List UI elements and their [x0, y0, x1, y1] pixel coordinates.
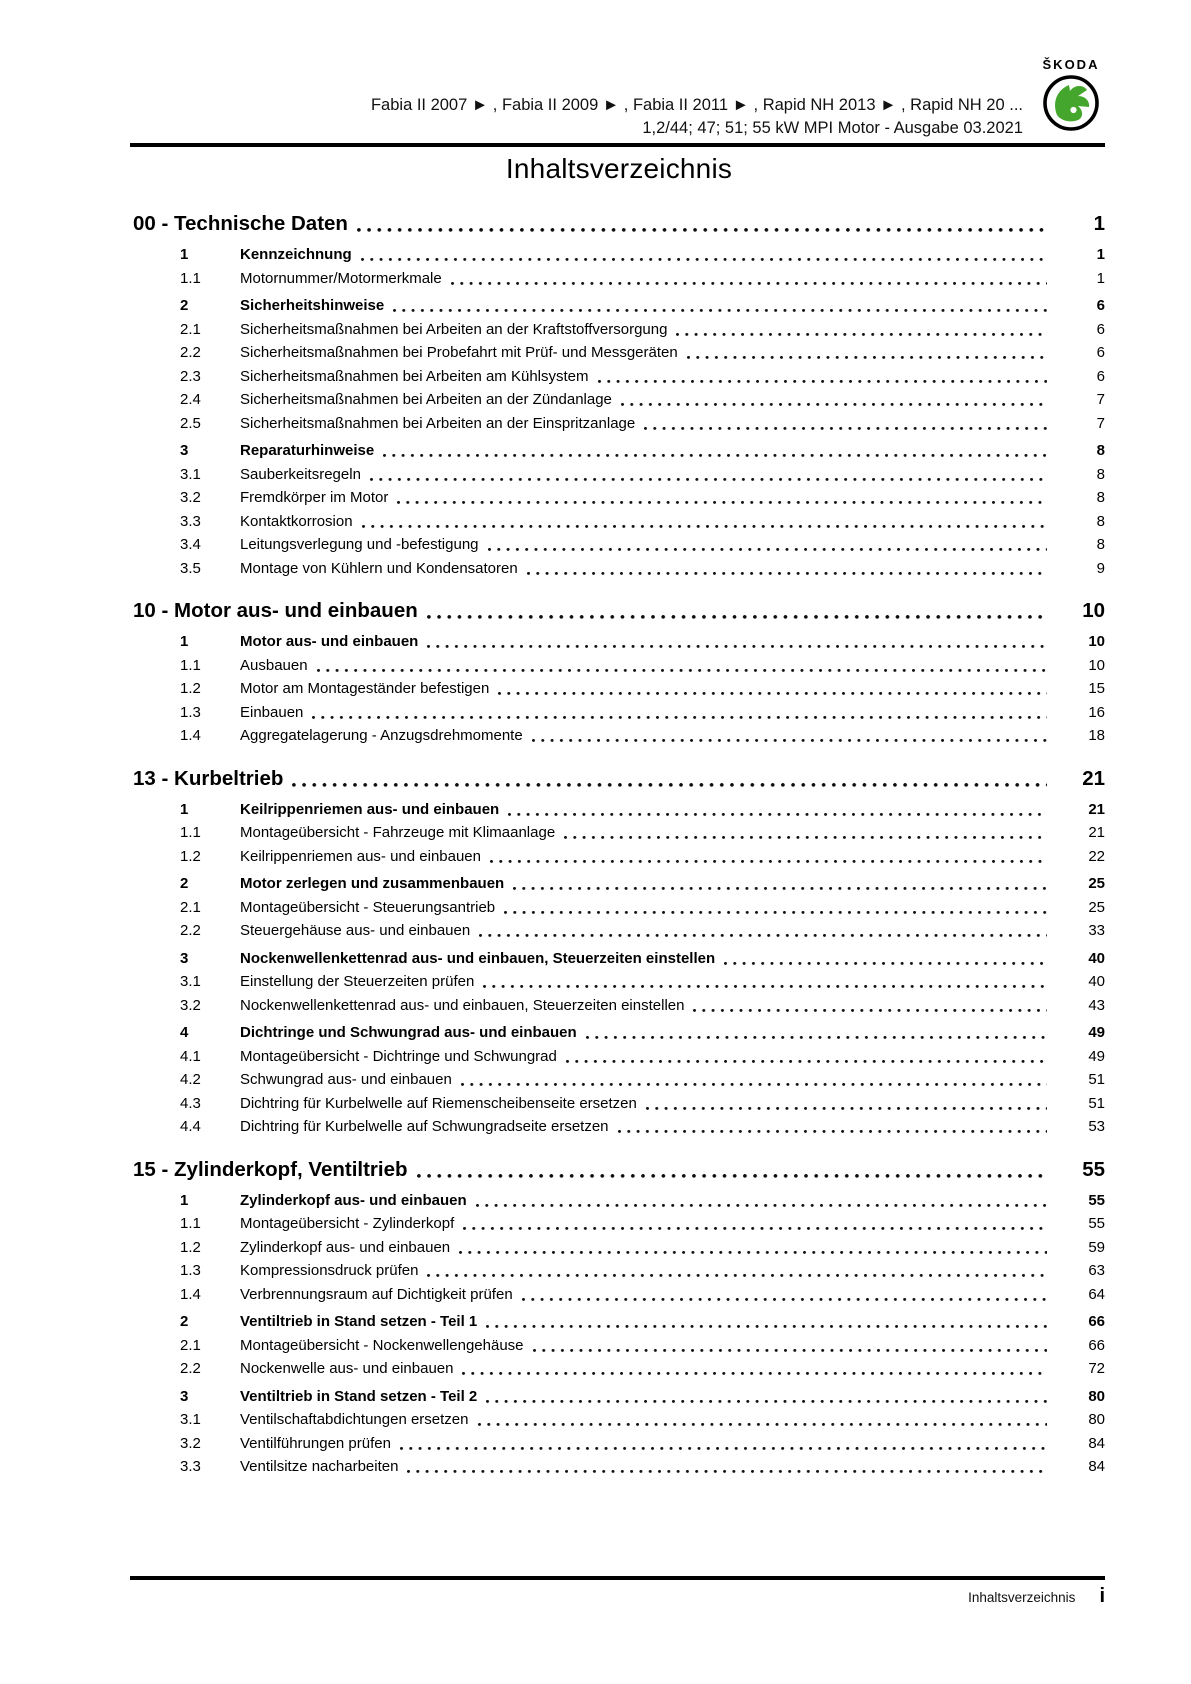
dot-leader: [427, 595, 1047, 626]
entry-page-number: 7: [1096, 414, 1105, 432]
toc-entry-row: [133, 510, 1105, 534]
toc-chapter-row: [133, 1154, 1105, 1185]
toc-entry-row: [133, 294, 1105, 318]
page-header: [133, 94, 1023, 140]
entry-title: Keilrippenriemen aus- und einbauen: [240, 800, 500, 818]
entry-title: Sicherheitsmaßnahmen bei Probefahrt mit Prüf- und Messgeräten: [240, 344, 678, 361]
entry-title: Sauberkeitsregeln: [240, 465, 361, 483]
entry-title: Dichtring für Kurbelwelle auf Riemenscheibenseite ersetzen: [240, 1094, 637, 1112]
entry-page-number: 63: [1088, 1262, 1105, 1279]
entry-title: Nockenwelle aus- und einbauen: [240, 1360, 454, 1377]
dot-leader: [383, 439, 1047, 463]
entry-number: 2.4: [180, 391, 201, 408]
toc-entry-row: [133, 1045, 1105, 1069]
dot-leader: [479, 919, 1047, 943]
dot-leader: [463, 1212, 1047, 1236]
entry-number: 2.3: [180, 367, 201, 385]
entry-page-number: 1: [1096, 246, 1105, 263]
dot-leader: [586, 1021, 1047, 1045]
entry-number: 1.3: [180, 703, 201, 721]
toc-entry-row: [133, 1283, 1105, 1307]
entry-page-number: 66: [1088, 1336, 1105, 1354]
dot-leader: [407, 1455, 1047, 1479]
toc-entry-row: [133, 724, 1105, 748]
toc-chapter-row: [133, 208, 1105, 239]
entry-title: Ventilführungen prüfen: [240, 1434, 391, 1452]
toc-entry-row: [133, 1310, 1105, 1334]
entry-title: Sicherheitsmaßnahmen bei Arbeiten an der Kraftstoffversorgung: [240, 320, 668, 338]
entry-title: Ausbauen: [240, 656, 308, 674]
dot-leader: [417, 1154, 1047, 1185]
entry-number: 1: [180, 1191, 189, 1209]
entry-page-number: 18: [1088, 727, 1105, 744]
entry-title: Kompressionsdruck prüfen: [240, 1262, 419, 1279]
entry-page-number: 8: [1096, 536, 1105, 553]
dot-leader: [676, 318, 1047, 342]
entry-page-number: 10: [1088, 633, 1105, 650]
entry-number: 2.1: [180, 1336, 201, 1354]
toc-entry-row: [133, 1259, 1105, 1283]
entry-page-number: 59: [1088, 1238, 1105, 1256]
dot-leader: [459, 1236, 1047, 1260]
entry-page-number: 49: [1088, 1024, 1105, 1041]
entry-page-number: 25: [1088, 898, 1105, 916]
entry-page-number: 51: [1088, 1094, 1105, 1112]
entry-number: 2.2: [180, 922, 201, 939]
toc-entry-row: [133, 1212, 1105, 1236]
dot-leader: [687, 341, 1047, 365]
dot-leader: [357, 208, 1047, 239]
toc-entry-row: [133, 654, 1105, 678]
toc-entry-row: [133, 533, 1105, 557]
entry-page-number: 6: [1096, 297, 1105, 314]
toc-entry-row: [133, 557, 1105, 581]
dot-leader: [476, 1189, 1047, 1213]
entry-page-number: 64: [1088, 1285, 1105, 1303]
dot-leader: [498, 677, 1047, 701]
entry-title: Reparaturhinweise: [240, 442, 375, 459]
toc-entry-row: [133, 919, 1105, 943]
dot-leader: [513, 872, 1047, 896]
toc-entry-row: [133, 630, 1105, 654]
entry-number: 1: [180, 246, 189, 263]
entry-title: Steuergehäuse aus- und einbauen: [240, 922, 471, 939]
entry-number: 1: [180, 633, 189, 650]
chapter-title: 15 - Zylinderkopf, Ventiltrieb: [133, 1157, 408, 1181]
entry-title: Kennzeichnung: [240, 246, 352, 263]
dot-leader: [566, 1045, 1047, 1069]
entry-number: 1: [180, 800, 189, 818]
toc-section-13: [133, 763, 1105, 1139]
toc-entry-row: [133, 341, 1105, 365]
dot-leader: [317, 654, 1047, 678]
toc-entry-row: [133, 365, 1105, 389]
toc-entry-row: [133, 486, 1105, 510]
entry-page-number: 80: [1088, 1387, 1105, 1405]
entry-page-number: 51: [1088, 1071, 1105, 1088]
dot-leader: [527, 557, 1047, 581]
dot-leader: [532, 724, 1047, 748]
header-models-line: Fabia II 2007 ► , Fabia II 2009 ► , Fabia II 2011 ► , Rapid NH 2013 ► , Rapid NH 20 ...: [370, 96, 1023, 114]
entry-number: 3.2: [180, 489, 201, 506]
toc-entry-row: [133, 1432, 1105, 1456]
toc-entry-row: [133, 872, 1105, 896]
entry-number: 2.5: [180, 414, 201, 432]
entry-title: Kontaktkorrosion: [240, 512, 353, 530]
entry-page-number: 8: [1096, 512, 1105, 530]
entry-title: Dichtring für Kurbelwelle auf Schwungradseite ersetzen: [240, 1118, 609, 1135]
entry-title: Schwungrad aus- und einbauen: [240, 1071, 452, 1088]
toc-entry-row: [133, 463, 1105, 487]
entry-title: Sicherheitsmaßnahmen bei Arbeiten an der Zündanlage: [240, 391, 612, 408]
toc-section-00: [133, 208, 1105, 580]
entry-number: 3.1: [180, 1411, 201, 1428]
entry-title: Ventiltrieb in Stand setzen - Teil 2: [240, 1387, 478, 1405]
entry-title: Leitungsverlegung und -befestigung: [240, 536, 479, 553]
dot-leader: [461, 1068, 1047, 1092]
entry-number: 1.1: [180, 1215, 201, 1232]
dot-leader: [393, 294, 1047, 318]
entry-number: 3.2: [180, 1434, 201, 1452]
entry-page-number: 21: [1088, 824, 1105, 841]
entry-title: Montageübersicht - Fahrzeuge mit Klimaanlage: [240, 824, 556, 841]
dot-leader: [478, 1408, 1048, 1432]
dot-leader: [490, 845, 1047, 869]
entry-page-number: 55: [1088, 1215, 1105, 1232]
toc-entry-row: [133, 1115, 1105, 1139]
entry-page-number: 80: [1088, 1411, 1105, 1428]
dot-leader: [483, 970, 1047, 994]
entry-number: 2: [180, 875, 189, 892]
toc-entry-row: [133, 1455, 1105, 1479]
entry-number: 3: [180, 1387, 189, 1405]
dot-leader: [644, 412, 1047, 436]
toc-entry-row: [133, 821, 1105, 845]
entry-number: 1.3: [180, 1262, 201, 1279]
entry-title: Motornummer/Motormerkmale: [240, 269, 442, 287]
entry-page-number: 49: [1088, 1047, 1105, 1065]
entry-title: Montageübersicht - Dichtringe und Schwungrad: [240, 1047, 557, 1065]
entry-page-number: 40: [1088, 949, 1105, 967]
toc-entry-row: [133, 1236, 1105, 1260]
dot-leader: [427, 630, 1047, 654]
toc-entry-row: [133, 701, 1105, 725]
toc-section-15: [133, 1154, 1105, 1479]
entry-page-number: 25: [1088, 875, 1105, 892]
chapter-page-number: 10: [1082, 599, 1105, 622]
dot-leader: [451, 267, 1047, 291]
entry-title: Einbauen: [240, 703, 304, 721]
chapter-title: 00 - Technische Daten: [133, 212, 348, 235]
dot-leader: [370, 463, 1047, 487]
entry-title: Motor am Montageständer befestigen: [240, 680, 490, 697]
entry-title: Montage von Kühlern und Kondensatoren: [240, 559, 518, 577]
entry-page-number: 84: [1088, 1458, 1105, 1475]
entry-number: 4.3: [180, 1094, 201, 1112]
entry-page-number: 8: [1096, 465, 1105, 483]
entry-page-number: 8: [1096, 489, 1105, 506]
dot-leader: [486, 1310, 1047, 1334]
entry-title: Nockenwellenkettenrad aus- und einbauen, Steuerzeiten einstellen: [240, 996, 685, 1014]
toc-chapter-row: [133, 763, 1105, 794]
entry-page-number: 6: [1096, 367, 1105, 385]
toc-entry-row: [133, 1408, 1105, 1432]
toc-entry-row: [133, 1385, 1105, 1409]
footer-label: Inhaltsverzeichnis: [968, 1590, 1076, 1605]
entry-title: Verbrennungsraum auf Dichtigkeit prüfen: [240, 1285, 513, 1303]
entry-number: 4.2: [180, 1071, 201, 1088]
footer-divider: [130, 1576, 1105, 1580]
chapter-title: 10 - Motor aus- und einbauen: [133, 599, 418, 622]
toc-entry-row: [133, 947, 1105, 971]
toc-entry-row: [133, 1068, 1105, 1092]
entry-page-number: 6: [1096, 344, 1105, 361]
toc-entry-row: [133, 1189, 1105, 1213]
entry-title: Zylinderkopf aus- und einbauen: [240, 1238, 451, 1256]
entry-number: 2: [180, 297, 189, 314]
entry-number: 1.2: [180, 1238, 201, 1256]
skoda-emblem-icon: [1042, 74, 1100, 132]
toc-entry-row: [133, 845, 1105, 869]
toc-entry-row: [133, 1334, 1105, 1358]
toc-entry-row: [133, 412, 1105, 436]
entry-title: Ventilschaftabdichtungen ersetzen: [240, 1411, 469, 1428]
entry-page-number: 10: [1088, 656, 1105, 674]
entry-title: Sicherheitsmaßnahmen bei Arbeiten am Kühlsystem: [240, 367, 589, 385]
dot-leader: [693, 994, 1047, 1018]
toc-entry-row: [133, 1021, 1105, 1045]
entry-page-number: 84: [1088, 1434, 1105, 1452]
entry-page-number: 7: [1096, 391, 1105, 408]
toc-entry-row: [133, 994, 1105, 1018]
dot-leader: [427, 1259, 1047, 1283]
dot-leader: [522, 1283, 1047, 1307]
dot-leader: [361, 243, 1047, 267]
chapter-title: 13 - Kurbeltrieb: [133, 766, 284, 790]
entry-number: 3.5: [180, 559, 201, 577]
entry-number: 1.2: [180, 847, 201, 865]
toc-section-10: [133, 595, 1105, 748]
entry-title: Montageübersicht - Steuerungsantrieb: [240, 898, 496, 916]
entry-number: 1.4: [180, 727, 201, 744]
chapter-page-number: 1: [1093, 212, 1105, 235]
entry-title: Sicherheitshinweise: [240, 297, 385, 314]
entry-number: 3.1: [180, 465, 201, 483]
entry-page-number: 9: [1096, 559, 1105, 577]
entry-page-number: 53: [1088, 1118, 1105, 1135]
entry-page-number: 55: [1088, 1191, 1105, 1209]
dot-leader: [533, 1334, 1047, 1358]
entry-number: 4.4: [180, 1118, 201, 1135]
dot-leader: [397, 486, 1047, 510]
entry-number: 1.4: [180, 1285, 201, 1303]
header-divider: [130, 143, 1105, 147]
dot-leader: [292, 763, 1047, 794]
entry-number: 3: [180, 949, 189, 967]
entry-title: Sicherheitsmaßnahmen bei Arbeiten an der Einspritzanlage: [240, 414, 636, 432]
page-footer: [130, 1585, 1105, 1608]
entry-title: Motor aus- und einbauen: [240, 633, 419, 650]
entry-number: 3.2: [180, 996, 201, 1014]
entry-title: Ventilsitze nacharbeiten: [240, 1458, 399, 1475]
dot-leader: [400, 1432, 1047, 1456]
entry-page-number: 72: [1088, 1360, 1105, 1377]
toc-entry-row: [133, 896, 1105, 920]
toc-entry-row: [133, 798, 1105, 822]
toc-entry-row: [133, 318, 1105, 342]
toc-entry-row: [133, 439, 1105, 463]
entry-page-number: 22: [1088, 847, 1105, 865]
entry-number: 4.1: [180, 1047, 201, 1065]
footer-page-number: i: [1099, 1585, 1105, 1607]
entry-number: 3.3: [180, 512, 201, 530]
entry-number: 3: [180, 442, 189, 459]
page-title: Inhaltsverzeichnis: [505, 153, 733, 184]
toc-entry-row: [133, 267, 1105, 291]
entry-page-number: 8: [1096, 442, 1105, 459]
dot-leader: [564, 821, 1047, 845]
entry-page-number: 40: [1088, 973, 1105, 990]
dot-leader: [646, 1092, 1047, 1116]
chapter-page-number: 55: [1082, 1157, 1105, 1181]
entry-title: Zylinderkopf aus- und einbauen: [240, 1191, 467, 1209]
dot-leader: [362, 510, 1047, 534]
skoda-wordmark: ŠKODA: [1042, 57, 1100, 72]
entry-number: 1.1: [180, 656, 201, 674]
dot-leader: [504, 896, 1047, 920]
entry-title: Einstellung der Steuerzeiten prüfen: [240, 973, 475, 990]
toc-entry-row: [133, 1092, 1105, 1116]
entry-number: 3.4: [180, 536, 201, 553]
entry-title: Keilrippenriemen aus- und einbauen: [240, 847, 481, 865]
entry-number: 2.2: [180, 344, 201, 361]
toc-entry-row: [133, 388, 1105, 412]
entry-title: Fremdkörper im Motor: [240, 489, 389, 506]
dot-leader: [508, 798, 1047, 822]
entry-page-number: 15: [1088, 680, 1105, 697]
toc-chapter-row: [133, 595, 1105, 626]
entry-title: Motor zerlegen und zusammenbauen: [240, 875, 505, 892]
toc-entry-row: [133, 243, 1105, 267]
entry-title: Ventiltrieb in Stand setzen - Teil 1: [240, 1313, 478, 1330]
dot-leader: [598, 365, 1047, 389]
entry-number: 1.2: [180, 680, 201, 697]
entry-number: 1.1: [180, 824, 201, 841]
entry-page-number: 16: [1088, 703, 1105, 721]
dot-leader: [618, 1115, 1047, 1139]
entry-page-number: 43: [1088, 996, 1105, 1014]
entry-number: 2: [180, 1313, 189, 1330]
entry-number: 3.3: [180, 1458, 201, 1475]
entry-number: 1.1: [180, 269, 201, 287]
entry-page-number: 21: [1088, 800, 1105, 818]
skoda-logo: [1035, 57, 1107, 132]
dot-leader: [462, 1357, 1047, 1381]
dot-leader: [312, 701, 1047, 725]
chapter-page-number: 21: [1082, 766, 1105, 790]
header-engine-line: 1,2/44; 47; 51; 55 kW MPI Motor - Ausgabe 03.2021: [642, 119, 1023, 137]
entry-title: Montageübersicht - Zylinderkopf: [240, 1215, 455, 1232]
entry-title: Aggregatelagerung - Anzugsdrehmomente: [240, 727, 523, 744]
entry-title: Montageübersicht - Nockenwellengehäuse: [240, 1336, 524, 1354]
toc-entry-row: [133, 677, 1105, 701]
entry-page-number: 1: [1096, 269, 1105, 287]
entry-number: 4: [180, 1024, 189, 1041]
dot-leader: [488, 533, 1047, 557]
toc-entry-row: [133, 970, 1105, 994]
entry-page-number: 6: [1096, 320, 1105, 338]
entry-number: 2.1: [180, 898, 201, 916]
table-of-contents: [133, 205, 1105, 1479]
dot-leader: [486, 1385, 1047, 1409]
entry-title: Dichtringe und Schwungrad aus- und einbauen: [240, 1024, 577, 1041]
dot-leader: [621, 388, 1047, 412]
entry-page-number: 33: [1088, 922, 1105, 939]
entry-number: 3.1: [180, 973, 201, 990]
entry-number: 2.1: [180, 320, 201, 338]
entry-page-number: 66: [1088, 1313, 1105, 1330]
entry-number: 2.2: [180, 1360, 201, 1377]
entry-title: Nockenwellenkettenrad aus- und einbauen, Steuerzeiten einstellen: [240, 949, 716, 967]
toc-entry-row: [133, 1357, 1105, 1381]
dot-leader: [724, 947, 1047, 971]
